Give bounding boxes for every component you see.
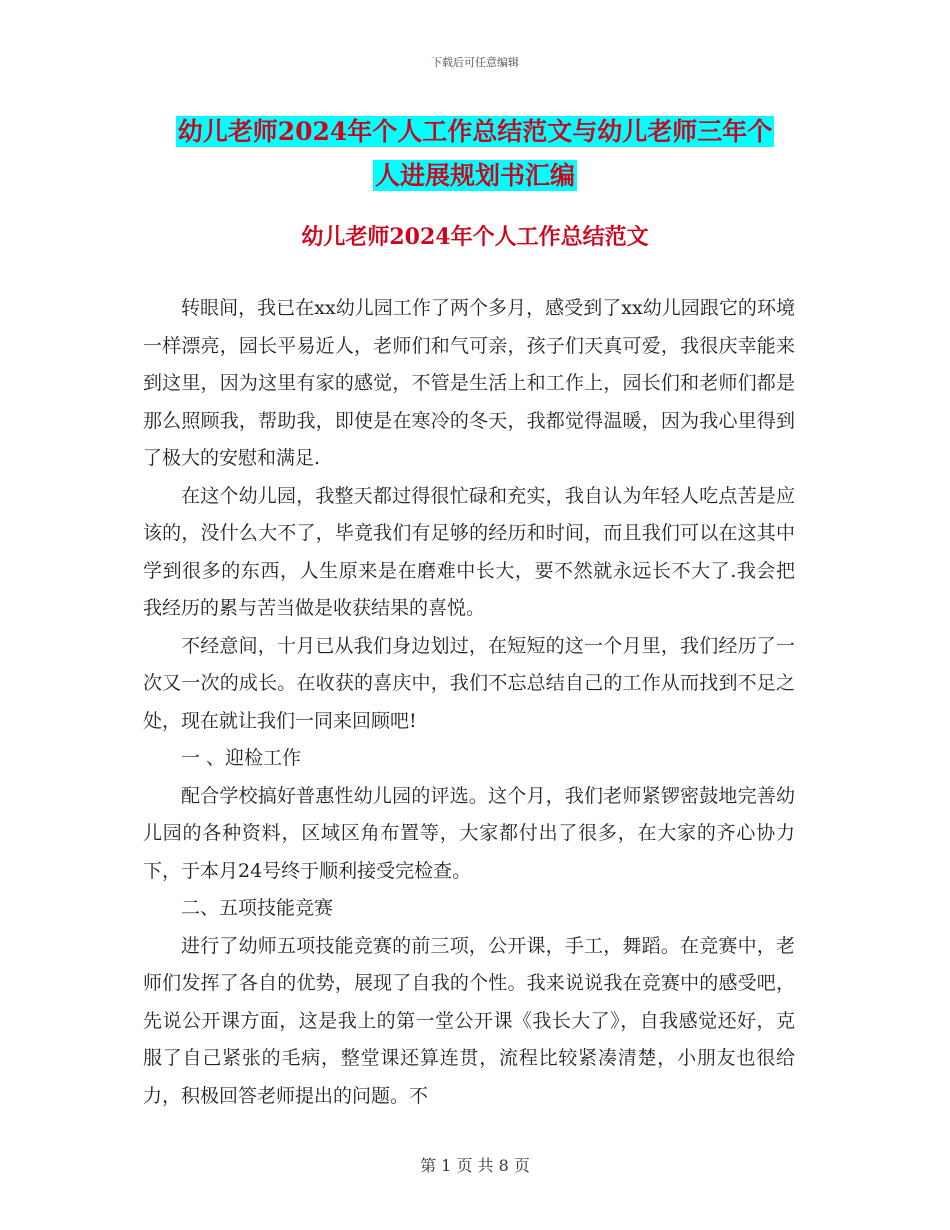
section-heading-skills-contest: 二、五项技能竞赛: [181, 897, 334, 919]
document-title: [0, 110, 950, 198]
document-title-line-2: 人进展规划书汇编: [374, 161, 575, 190]
paragraph-5: 进行了幼师五项技能竞赛的前三项，公开课，手工，舞蹈。在竞赛中，老师们发挥了各自的优势，展现了自我的个性。我来说说我在竞赛中的感受吧，先说公开课方面，这是我上的第一堂公开课《我长大了》，自我感觉还好，克服了自己紧张的毛病，整堂课还算连贯，流程比较紧凑清楚，小朋友也很给力，积极回答老师提出的问题。不: [143, 934, 795, 1107]
section-heading-inspection: 一 、迎检工作: [181, 747, 302, 769]
paragraph-3: 不经意间，十月已从我们身边划过，在短短的这一个月里，我们经历了一次又一次的成长。在收获的喜庆中，我们不忘总结自己的工作从而找到不足之处，现在就让我们一同来回顾吧!: [143, 634, 795, 732]
document-title-line-1: 幼儿老师2024年个人工作总结范文与幼儿老师三年个: [177, 117, 773, 146]
paragraph-1: 转眼间，我已在xx幼儿园工作了两个多月，感受到了xx幼儿园跟它的环境一样漂亮，园长平易近人，老师们和气可亲，孩子们天真可爱，我很庆幸能来到这里，因为这里有家的感觉，不管是生活上和工作上，园长们和老师们都是那么照顾我，帮助我，即使是在寒冷的冬天，我都觉得温暖，因为我心里得到了极大的安慰和满足.: [143, 297, 795, 469]
paragraph-4: 配合学校搞好普惠性幼儿园的评选。这个月，我们老师紧锣密鼓地完善幼儿园的各种资料，区域区角布置等，大家都付出了很多，在大家的齐心协力下，于本月24号终于顺利接受完检查。: [143, 784, 795, 882]
paragraph-2: 在这个幼儿园，我整天都过得很忙碌和充实，我自认为年轻人吃点苦是应该的，没什么大不了，毕竟我们有足够的经历和时间，而且我们可以在这其中学到很多的东西，人生原来是在磨难中长大，要不然就永远长不大了.我会把我经历的累与苦当做是收获结果的喜悦。: [143, 484, 795, 619]
document-body: [143, 290, 795, 1115]
header-note: 下载后可任意编辑: [431, 56, 519, 69]
page-number: 第 1 页 共 8 页: [420, 1156, 530, 1175]
section-title: 幼儿老师2024年个人工作总结范文: [301, 224, 649, 250]
